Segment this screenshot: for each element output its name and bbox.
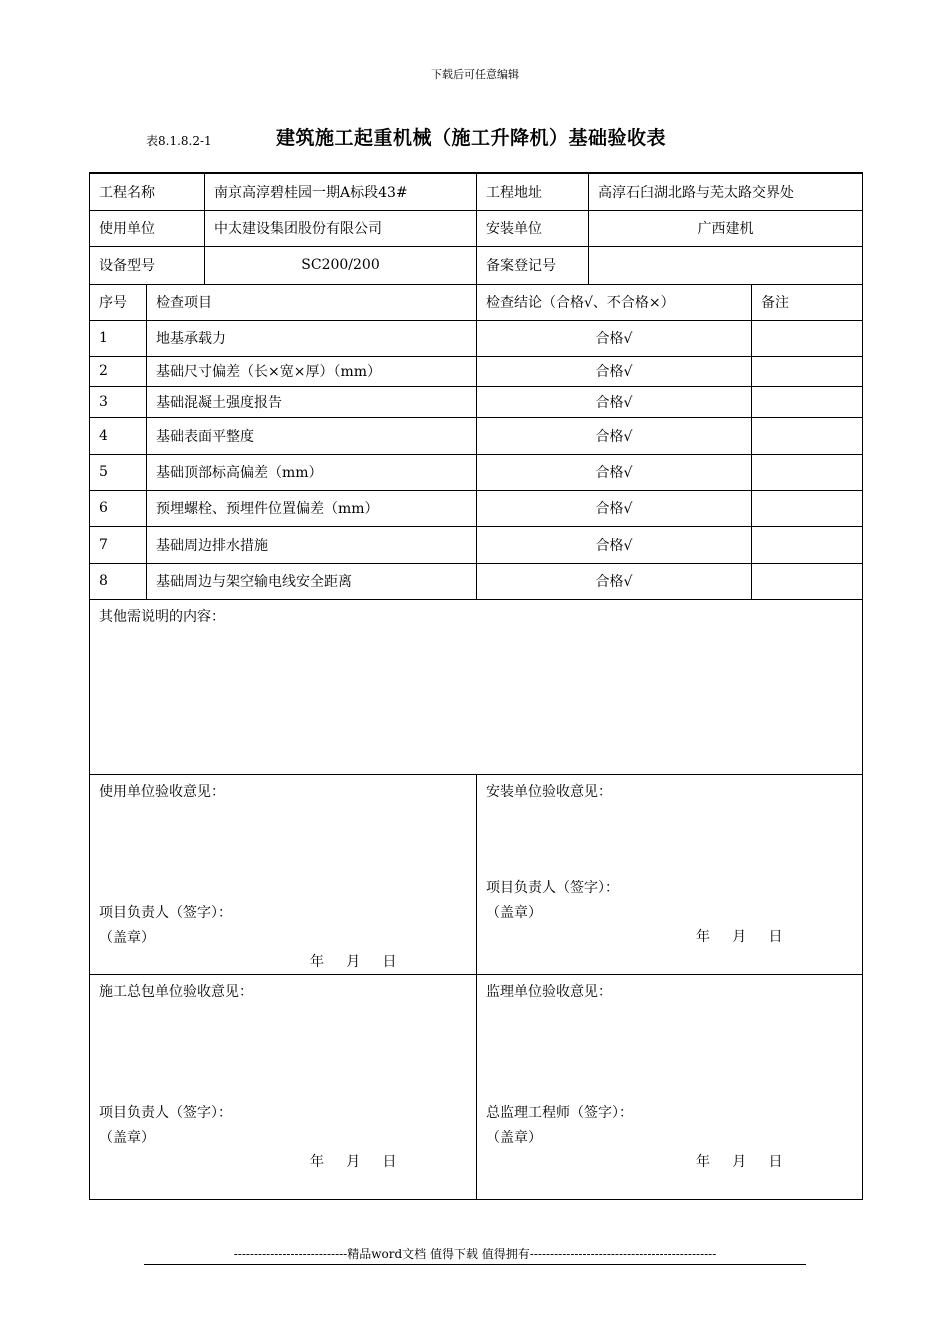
row-note xyxy=(752,490,863,526)
row-result: 合格√ xyxy=(477,563,752,599)
info-row-1 xyxy=(90,173,863,210)
model-value: SC200/200 xyxy=(205,246,477,284)
row-result: 合格√ xyxy=(477,356,752,386)
row-result: 合格√ xyxy=(477,320,752,356)
signature-block xyxy=(486,876,619,926)
form-number: 表8.1.8.2-1 xyxy=(146,134,212,148)
info-row-2 xyxy=(90,210,863,246)
signature-block xyxy=(99,901,232,951)
record-no-value xyxy=(589,246,863,284)
date-label: 年 月 日 xyxy=(696,1153,783,1170)
project-name-value: 南京高淳碧桂园一期A标段43# xyxy=(205,173,477,210)
table-row xyxy=(90,417,863,454)
user-unit-opinion-label: 使用单位验收意见： xyxy=(99,783,225,800)
row-note xyxy=(752,320,863,356)
date-label: 年 月 日 xyxy=(310,953,397,970)
row-note xyxy=(752,356,863,386)
general-contractor-opinion-cell xyxy=(90,974,477,1199)
general-contractor-opinion-label: 施工总包单位验收意见： xyxy=(99,983,253,1000)
project-address-value: 高淳石臼湖北路与芜太路交界处 xyxy=(589,173,863,210)
col-result-header: 检查结论（合格√、不合格×） xyxy=(477,284,752,320)
row-no: 5 xyxy=(90,454,147,490)
row-item: 基础顶部标高偏差（mm） xyxy=(147,454,477,490)
table-row xyxy=(90,386,863,417)
project-manager-sign-label: 项目负责人（签字）： xyxy=(486,879,619,896)
check-header-row xyxy=(90,284,863,320)
form-title: 建筑施工起重机械（施工升降机）基础验收表 xyxy=(276,127,667,149)
date-label: 年 月 日 xyxy=(696,928,783,945)
row-result: 合格√ xyxy=(477,417,752,454)
table-row xyxy=(90,526,863,563)
install-unit-value: 广西建机 xyxy=(589,210,863,246)
acceptance-table xyxy=(89,172,863,1200)
row-result: 合格√ xyxy=(477,386,752,417)
user-unit-value: 中太建设集团股份有限公司 xyxy=(205,210,477,246)
row-no: 4 xyxy=(90,417,147,454)
table-row xyxy=(90,563,863,599)
row-item: 基础周边与架空输电线安全距离 xyxy=(147,563,477,599)
date-label: 年 月 日 xyxy=(310,1153,397,1170)
user-unit-opinion-cell xyxy=(90,774,477,974)
project-manager-sign-label: 项目负责人（签字）： xyxy=(99,904,232,921)
row-no: 8 xyxy=(90,563,147,599)
info-row-3 xyxy=(90,246,863,284)
row-item: 基础混凝土强度报告 xyxy=(147,386,477,417)
row-no: 3 xyxy=(90,386,147,417)
col-item-header: 检查项目 xyxy=(147,284,477,320)
project-manager-sign-label: 项目负责人（签字）： xyxy=(99,1104,232,1121)
signature-block xyxy=(99,1101,232,1151)
table-row xyxy=(90,454,863,490)
other-notes-label: 其他需说明的内容： xyxy=(90,599,863,774)
row-note xyxy=(752,417,863,454)
seal-label: （盖章） xyxy=(99,929,155,946)
seal-label: （盖章） xyxy=(99,1129,155,1146)
row-note xyxy=(752,563,863,599)
seal-label: （盖章） xyxy=(486,904,542,921)
seal-label: （盖章） xyxy=(486,1129,542,1146)
chief-engineer-sign-label: 总监理工程师（签字）： xyxy=(486,1104,633,1121)
table-row xyxy=(90,356,863,386)
row-result: 合格√ xyxy=(477,490,752,526)
project-name-label: 工程名称 xyxy=(90,173,205,210)
col-note-header: 备注 xyxy=(752,284,863,320)
install-unit-opinion-cell xyxy=(477,774,863,974)
supervision-opinion-label: 监理单位验收意见： xyxy=(486,983,612,1000)
col-no-header: 序号 xyxy=(90,284,147,320)
opinion-row-2 xyxy=(90,974,863,1199)
install-unit-opinion-label: 安装单位验收意见： xyxy=(486,783,612,800)
header-note: 下载后可任意编辑 xyxy=(431,68,519,81)
footer-rule xyxy=(144,1264,806,1265)
row-item: 地基承载力 xyxy=(147,320,477,356)
install-unit-label: 安装单位 xyxy=(477,210,589,246)
supervision-opinion-cell xyxy=(477,974,863,1199)
row-result: 合格√ xyxy=(477,526,752,563)
table-row xyxy=(90,490,863,526)
row-note xyxy=(752,386,863,417)
project-address-label: 工程地址 xyxy=(477,173,589,210)
model-label: 设备型号 xyxy=(90,246,205,284)
opinion-row-1 xyxy=(90,774,863,974)
row-item: 预埋螺栓、预埋件位置偏差（mm） xyxy=(147,490,477,526)
user-unit-label: 使用单位 xyxy=(90,210,205,246)
row-note xyxy=(752,526,863,563)
row-item: 基础表面平整度 xyxy=(147,417,477,454)
row-item: 基础尺寸偏差（长×宽×厚）（mm） xyxy=(147,356,477,386)
record-no-label: 备案登记号 xyxy=(477,246,589,284)
row-no: 6 xyxy=(90,490,147,526)
other-notes-row xyxy=(90,599,863,774)
footer-text: ----------------------------精品word文档 值得下载 值得拥有---------------------------------------------- xyxy=(233,1247,717,1261)
row-note xyxy=(752,454,863,490)
row-no: 2 xyxy=(90,356,147,386)
table-row xyxy=(90,320,863,356)
row-no: 7 xyxy=(90,526,147,563)
row-item: 基础周边排水措施 xyxy=(147,526,477,563)
row-result: 合格√ xyxy=(477,454,752,490)
row-no: 1 xyxy=(90,320,147,356)
signature-block xyxy=(486,1101,633,1151)
